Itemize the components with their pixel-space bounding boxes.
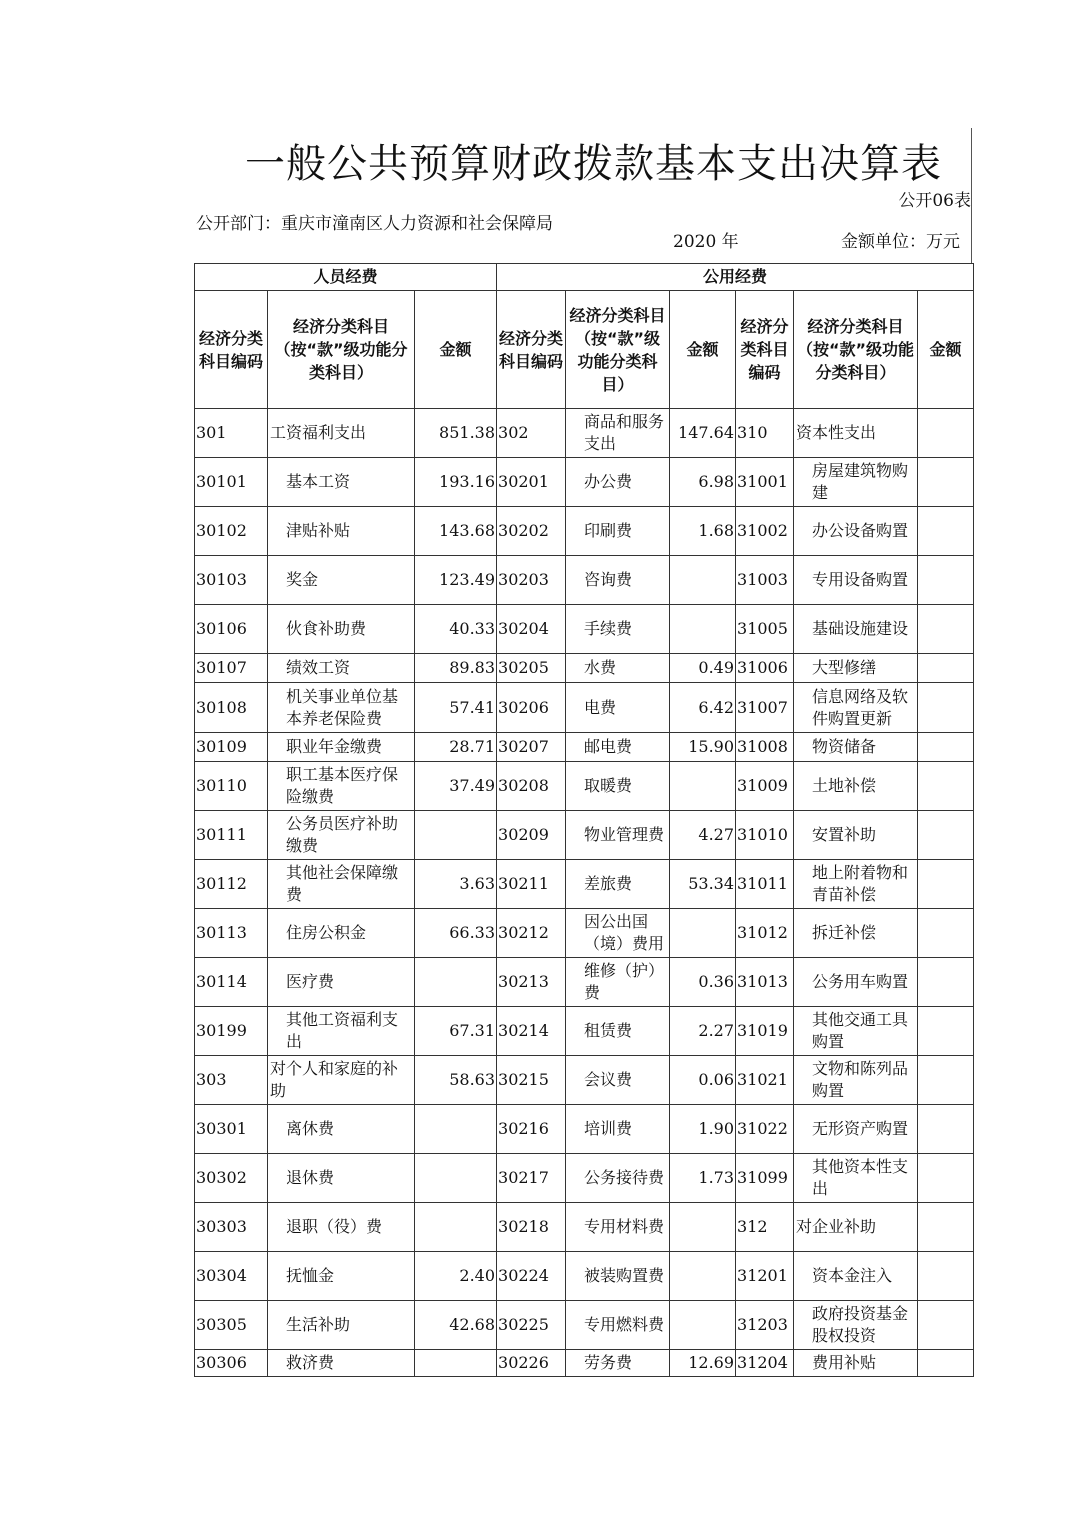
econ-code-cell: 30303	[195, 1203, 268, 1252]
econ-code-cell: 30205	[497, 654, 566, 683]
table-row	[195, 507, 974, 556]
econ-code-cell: 30111	[195, 811, 268, 860]
econ-name-cell: 其他工资福利支出	[268, 1007, 415, 1056]
econ-code-cell: 31006	[736, 654, 794, 683]
amount-cell	[918, 1056, 974, 1105]
table-row	[195, 811, 974, 860]
amount-cell	[670, 762, 736, 811]
amount-cell	[918, 654, 974, 683]
table-row	[195, 605, 974, 654]
econ-name-cell: 物业管理费	[566, 811, 670, 860]
econ-name-cell: 救济费	[268, 1350, 415, 1377]
econ-name-cell: 差旅费	[566, 860, 670, 909]
econ-code-cell: 30217	[497, 1154, 566, 1203]
amount-cell: 6.98	[670, 458, 736, 507]
amount-cell: 58.63	[415, 1056, 497, 1105]
econ-code-cell: 30113	[195, 909, 268, 958]
amount-cell: 193.16	[415, 458, 497, 507]
amount-cell	[415, 1154, 497, 1203]
year-label: 2020 年	[673, 232, 739, 252]
econ-code-cell: 30106	[195, 605, 268, 654]
econ-name-cell: 无形资产购置	[794, 1105, 918, 1154]
table-row	[195, 458, 974, 507]
econ-code-cell: 31021	[736, 1056, 794, 1105]
econ-name-cell: 基础设施建设	[794, 605, 918, 654]
econ-name-cell: 文物和陈列品购置	[794, 1056, 918, 1105]
table-row	[195, 1203, 974, 1252]
department-label: 公开部门：重庆市潼南区人力资源和社会保障局	[196, 214, 553, 234]
econ-name-cell: 公务用车购置	[794, 958, 918, 1007]
econ-name-cell: 绩效工资	[268, 654, 415, 683]
econ-name-cell: 专用材料费	[566, 1203, 670, 1252]
amount-cell	[918, 1105, 974, 1154]
group-personnel: 人员经费	[195, 264, 497, 291]
header-amount: 金额	[670, 291, 736, 409]
econ-name-cell: 办公费	[566, 458, 670, 507]
amount-cell	[415, 1203, 497, 1252]
econ-code-cell: 30302	[195, 1154, 268, 1203]
table-row	[195, 860, 974, 909]
econ-name-cell: 对企业补助	[794, 1203, 918, 1252]
amount-cell	[670, 1252, 736, 1301]
econ-code-cell: 30207	[497, 733, 566, 762]
econ-code-cell: 30112	[195, 860, 268, 909]
header-amount: 金额	[918, 291, 974, 409]
econ-code-cell: 30218	[497, 1203, 566, 1252]
table-row	[195, 762, 974, 811]
econ-name-cell: 奖金	[268, 556, 415, 605]
econ-code-cell: 30108	[195, 683, 268, 733]
econ-code-cell: 31002	[736, 507, 794, 556]
table-number: 公开06表	[898, 191, 971, 211]
table-row	[195, 1301, 974, 1350]
econ-code-cell: 30203	[497, 556, 566, 605]
econ-code-cell: 30109	[195, 733, 268, 762]
econ-name-cell: 资本性支出	[794, 409, 918, 458]
amount-cell	[918, 409, 974, 458]
econ-code-cell: 31003	[736, 556, 794, 605]
amount-cell	[918, 556, 974, 605]
econ-code-cell: 31203	[736, 1301, 794, 1350]
amount-cell: 12.69	[670, 1350, 736, 1377]
econ-name-cell: 土地补偿	[794, 762, 918, 811]
econ-name-cell: 基本工资	[268, 458, 415, 507]
amount-cell	[918, 1203, 974, 1252]
amount-cell	[918, 507, 974, 556]
expenditure-table	[194, 263, 974, 1377]
amount-cell	[670, 556, 736, 605]
econ-code-cell: 30103	[195, 556, 268, 605]
amount-cell	[918, 1350, 974, 1377]
table-row	[195, 1154, 974, 1203]
amount-cell: 851.38	[415, 409, 497, 458]
amount-cell: 1.68	[670, 507, 736, 556]
table-row	[195, 1252, 974, 1301]
econ-name-cell: 专用设备购置	[794, 556, 918, 605]
amount-cell	[918, 1301, 974, 1350]
econ-code-cell: 30304	[195, 1252, 268, 1301]
econ-code-cell: 30216	[497, 1105, 566, 1154]
econ-code-cell: 31204	[736, 1350, 794, 1377]
amount-cell: 89.83	[415, 654, 497, 683]
econ-name-cell: 津贴补贴	[268, 507, 415, 556]
econ-code-cell: 31012	[736, 909, 794, 958]
amount-cell: 143.68	[415, 507, 497, 556]
header-code: 经济分类科目编码	[736, 291, 794, 409]
econ-code-cell: 31013	[736, 958, 794, 1007]
amount-cell	[918, 1252, 974, 1301]
amount-cell	[918, 1007, 974, 1056]
econ-code-cell: 30301	[195, 1105, 268, 1154]
amount-cell: 53.34	[670, 860, 736, 909]
econ-code-cell: 30102	[195, 507, 268, 556]
amount-cell: 57.41	[415, 683, 497, 733]
econ-code-cell: 31005	[736, 605, 794, 654]
econ-name-cell: 伙食补助费	[268, 605, 415, 654]
amount-cell	[918, 860, 974, 909]
amount-cell: 0.36	[670, 958, 736, 1007]
econ-name-cell: 商品和服务支出	[566, 409, 670, 458]
econ-name-cell: 离休费	[268, 1105, 415, 1154]
econ-name-cell: 劳务费	[566, 1350, 670, 1377]
econ-name-cell: 住房公积金	[268, 909, 415, 958]
econ-name-cell: 会议费	[566, 1056, 670, 1105]
amount-cell: 66.33	[415, 909, 497, 958]
econ-code-cell: 31008	[736, 733, 794, 762]
econ-name-cell: 对个人和家庭的补助	[268, 1056, 415, 1105]
header-name: 经济分类科目（按“款”级功能分类科目）	[794, 291, 918, 409]
econ-code-cell: 30213	[497, 958, 566, 1007]
econ-code-cell: 30211	[497, 860, 566, 909]
table-row	[195, 409, 974, 458]
amount-cell	[415, 1350, 497, 1377]
econ-code-cell: 31009	[736, 762, 794, 811]
amount-cell	[918, 458, 974, 507]
header-name: 经济分类科目（按“款”级功能分类科目）	[566, 291, 670, 409]
econ-name-cell: 抚恤金	[268, 1252, 415, 1301]
econ-code-cell: 310	[736, 409, 794, 458]
econ-name-cell: 被装购置费	[566, 1252, 670, 1301]
econ-name-cell: 印刷费	[566, 507, 670, 556]
table-row	[195, 683, 974, 733]
table-row	[195, 1007, 974, 1056]
econ-code-cell: 30209	[497, 811, 566, 860]
page-edge-line	[971, 128, 972, 263]
econ-code-cell: 30206	[497, 683, 566, 733]
amount-cell: 1.73	[670, 1154, 736, 1203]
header-code: 经济分类科目编码	[195, 291, 268, 409]
econ-code-cell: 31019	[736, 1007, 794, 1056]
amount-cell	[918, 683, 974, 733]
econ-name-cell: 培训费	[566, 1105, 670, 1154]
unit-label: 金额单位：万元	[841, 232, 960, 252]
amount-cell: 147.64	[670, 409, 736, 458]
amount-cell: 28.71	[415, 733, 497, 762]
amount-cell	[918, 733, 974, 762]
econ-code-cell: 30224	[497, 1252, 566, 1301]
table-row	[195, 909, 974, 958]
econ-code-cell: 30110	[195, 762, 268, 811]
econ-code-cell: 30215	[497, 1056, 566, 1105]
econ-name-cell: 公务员医疗补助缴费	[268, 811, 415, 860]
econ-code-cell: 31201	[736, 1252, 794, 1301]
amount-cell	[415, 958, 497, 1007]
econ-name-cell: 办公设备购置	[794, 507, 918, 556]
amount-cell	[918, 909, 974, 958]
header-code: 经济分类科目编码	[497, 291, 566, 409]
amount-cell: 1.90	[670, 1105, 736, 1154]
amount-cell	[918, 811, 974, 860]
econ-name-cell: 水费	[566, 654, 670, 683]
econ-code-cell: 301	[195, 409, 268, 458]
econ-code-cell: 31011	[736, 860, 794, 909]
econ-name-cell: 因公出国（境）费用	[566, 909, 670, 958]
econ-name-cell: 职业年金缴费	[268, 733, 415, 762]
econ-name-cell: 租赁费	[566, 1007, 670, 1056]
econ-code-cell: 30225	[497, 1301, 566, 1350]
amount-cell: 2.27	[670, 1007, 736, 1056]
header-amount: 金额	[415, 291, 497, 409]
econ-name-cell: 公务接待费	[566, 1154, 670, 1203]
table-row	[195, 958, 974, 1007]
econ-name-cell: 电费	[566, 683, 670, 733]
amount-cell: 123.49	[415, 556, 497, 605]
table-row	[195, 1350, 974, 1377]
econ-code-cell: 30201	[497, 458, 566, 507]
econ-code-cell: 30114	[195, 958, 268, 1007]
econ-name-cell: 其他资本性支出	[794, 1154, 918, 1203]
econ-code-cell: 30306	[195, 1350, 268, 1377]
econ-name-cell: 政府投资基金股权投资	[794, 1301, 918, 1350]
amount-cell: 37.49	[415, 762, 497, 811]
econ-name-cell: 安置补助	[794, 811, 918, 860]
amount-cell: 0.06	[670, 1056, 736, 1105]
amount-cell	[918, 762, 974, 811]
econ-name-cell: 生活补助	[268, 1301, 415, 1350]
header-name: 经济分类科目（按“款”级功能分类科目）	[268, 291, 415, 409]
amount-cell	[670, 1301, 736, 1350]
econ-name-cell: 手续费	[566, 605, 670, 654]
amount-cell: 3.63	[415, 860, 497, 909]
econ-name-cell: 取暖费	[566, 762, 670, 811]
amount-cell	[918, 1154, 974, 1203]
econ-code-cell: 302	[497, 409, 566, 458]
econ-code-cell: 303	[195, 1056, 268, 1105]
amount-cell: 2.40	[415, 1252, 497, 1301]
econ-code-cell: 312	[736, 1203, 794, 1252]
amount-cell: 0.49	[670, 654, 736, 683]
amount-cell	[918, 605, 974, 654]
econ-name-cell: 拆迁补偿	[794, 909, 918, 958]
amount-cell: 67.31	[415, 1007, 497, 1056]
econ-name-cell: 大型修缮	[794, 654, 918, 683]
econ-name-cell: 机关事业单位基本养老保险费	[268, 683, 415, 733]
amount-cell: 42.68	[415, 1301, 497, 1350]
amount-cell	[415, 811, 497, 860]
econ-code-cell: 30101	[195, 458, 268, 507]
amount-cell: 40.33	[415, 605, 497, 654]
page-title: 一般公共预算财政拨款基本支出决算表	[245, 141, 942, 187]
econ-name-cell: 退休费	[268, 1154, 415, 1203]
econ-name-cell: 房屋建筑物购建	[794, 458, 918, 507]
econ-name-cell: 咨询费	[566, 556, 670, 605]
econ-code-cell: 30214	[497, 1007, 566, 1056]
econ-code-cell: 30226	[497, 1350, 566, 1377]
econ-code-cell: 31010	[736, 811, 794, 860]
table-row	[195, 654, 974, 683]
econ-code-cell: 30305	[195, 1301, 268, 1350]
econ-name-cell: 物资储备	[794, 733, 918, 762]
amount-cell	[670, 909, 736, 958]
table-row	[195, 1056, 974, 1105]
econ-code-cell: 31007	[736, 683, 794, 733]
amount-cell	[415, 1105, 497, 1154]
econ-code-cell: 30202	[497, 507, 566, 556]
econ-name-cell: 退职（役）费	[268, 1203, 415, 1252]
econ-name-cell: 其他社会保障缴费	[268, 860, 415, 909]
econ-name-cell: 维修（护）费	[566, 958, 670, 1007]
econ-name-cell: 邮电费	[566, 733, 670, 762]
econ-code-cell: 30212	[497, 909, 566, 958]
econ-name-cell: 专用燃料费	[566, 1301, 670, 1350]
econ-name-cell: 医疗费	[268, 958, 415, 1007]
econ-name-cell: 工资福利支出	[268, 409, 415, 458]
amount-cell	[670, 605, 736, 654]
econ-code-cell: 30199	[195, 1007, 268, 1056]
table-row	[195, 1105, 974, 1154]
amount-cell	[918, 958, 974, 1007]
econ-code-cell: 30208	[497, 762, 566, 811]
amount-cell: 6.42	[670, 683, 736, 733]
econ-code-cell: 31001	[736, 458, 794, 507]
econ-name-cell: 其他交通工具购置	[794, 1007, 918, 1056]
table-row	[195, 733, 974, 762]
econ-name-cell: 费用补贴	[794, 1350, 918, 1377]
amount-cell: 15.90	[670, 733, 736, 762]
amount-cell: 4.27	[670, 811, 736, 860]
econ-code-cell: 30107	[195, 654, 268, 683]
amount-cell	[670, 1203, 736, 1252]
econ-name-cell: 地上附着物和青苗补偿	[794, 860, 918, 909]
econ-name-cell: 信息网络及软件购置更新	[794, 683, 918, 733]
econ-name-cell: 职工基本医疗保险缴费	[268, 762, 415, 811]
econ-code-cell: 31099	[736, 1154, 794, 1203]
group-public: 公用经费	[497, 264, 974, 291]
econ-name-cell: 资本金注入	[794, 1252, 918, 1301]
econ-code-cell: 31022	[736, 1105, 794, 1154]
table-row	[195, 556, 974, 605]
econ-code-cell: 30204	[497, 605, 566, 654]
